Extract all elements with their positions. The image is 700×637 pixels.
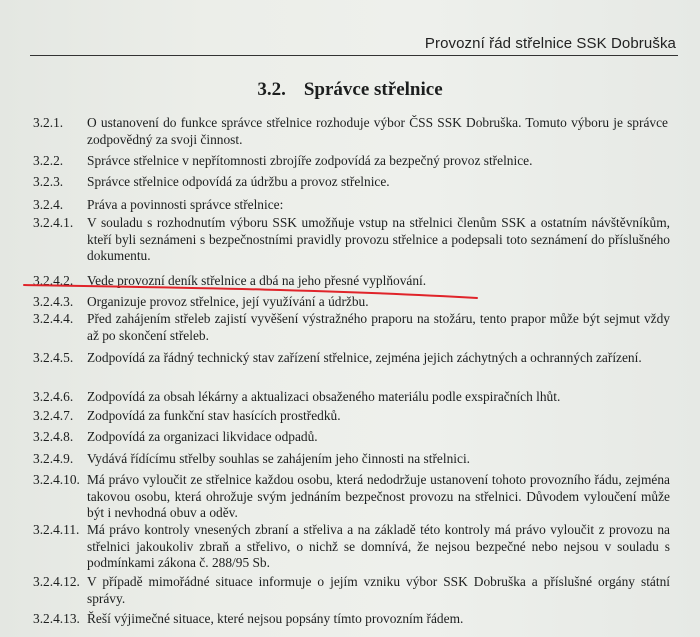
item-text: Správce střelnice odpovídá za údržbu a provoz střelnice. xyxy=(87,174,390,189)
item-number: 3.2.2. xyxy=(33,153,64,168)
item-text: Vydává řídícímu střelby souhlas se zahájením jeho činnosti na střelnici. xyxy=(87,451,471,466)
item-number: 3.2.4.10. xyxy=(33,472,80,487)
item-text: V případě mimořádné situace informuje o jejím vzniku výbor SSK Dobruška a příslušné orgány státní správy. xyxy=(87,574,670,606)
item-text: Práva a povinnosti správce střelnice: xyxy=(87,197,284,212)
item-number: 3.2.4.13. xyxy=(33,611,80,626)
item-number: 3.2.4.3. xyxy=(33,294,74,309)
section-heading xyxy=(0,79,700,101)
item-number: 3.2.4. xyxy=(33,197,64,212)
item-number: 3.2.4.8. xyxy=(33,429,74,444)
item-text: Správce střelnice v nepřítomnosti zbrojíře zodpovídá za bezpečný provoz střelnice. xyxy=(87,153,533,168)
item-text: Zodpovídá za obsah lékárny a aktualizaci obsaženého materiálu podle exspiračních lhůt. xyxy=(87,389,561,404)
item-text: O ustanovení do funkce správce střelnice rozhoduje výbor ČSS SSK Dobruška. Tomuto výboru je správce zodpovědný za svoji činnost. xyxy=(87,115,668,147)
item-number: 3.2.4.12. xyxy=(33,574,80,589)
item-text: V souladu s rozhodnutím výboru SSK umožňuje vstup na střelnici členům SSK a ostatním návštěvníkům, kteří byli seznámeni s bezpečnostními pravidly provozu střelnice a podepsali toto seznámení do příslušného dokumentu. xyxy=(87,215,670,263)
section-number: 3.2. xyxy=(257,79,286,100)
header-rule xyxy=(30,55,678,56)
item-number: 3.2.4.4. xyxy=(33,311,74,326)
item-text: Zodpovídá za řádný technický stav zařízení střelnice, zejména jejich záchytných a ochranných zařízení. xyxy=(87,350,642,365)
item-text: Má právo kontroly vnesených zbraní a střeliva a na základě této kontroly má právo vyloučit z provozu na střelnici jakoukoliv zbraň a střelivo, o nichž se domnívá, že nejsou bezpečné nebo nejsou v souladu s podmínkami zákona č. 288/95 Sb. xyxy=(87,522,670,570)
item-text: Zodpovídá za funkční stav hasících prostředků. xyxy=(87,408,341,423)
item-number: 3.2.3. xyxy=(33,174,64,189)
item-number: 3.2.4.6. xyxy=(33,389,74,404)
item-number: 3.2.4.5. xyxy=(33,350,74,365)
running-header: Provozní řád střelnice SSK Dobruška xyxy=(424,35,676,52)
item-number: 3.2.4.1. xyxy=(33,215,74,230)
item-text: Před zahájením střeleb zajistí vyvěšení výstražného praporu na stožáru, tento prapor může být sejmut vždy až po skončení střeleb. xyxy=(87,311,670,343)
item-number: 3.2.4.11. xyxy=(33,522,80,537)
item-text: Vede provozní deník střelnice a dbá na jeho přesné vyplňování. xyxy=(87,273,427,288)
item-text: Má právo vyloučit ze střelnice každou osobu, která nedodržuje ustanovení tohoto provozního řádu, zejména takovou osobu, která ohrožuje svým jednáním bezpečnost provozu na střelnici. Důvodem vyloučení může být i nevhodná obuv a oděv. xyxy=(87,472,670,520)
section-title: Správce střelnice xyxy=(303,79,443,100)
item-text: Řeší výjimečné situace, které nejsou popsány tímto provozním řádem. xyxy=(87,611,464,626)
item-text: Organizuje provoz střelnice, její využívání a údržbu. xyxy=(87,294,369,309)
item-number: 3.2.4.2. xyxy=(33,273,74,288)
item-number: 3.2.1. xyxy=(33,115,64,130)
item-number: 3.2.4.7. xyxy=(33,408,74,423)
item-number: 3.2.4.9. xyxy=(33,451,74,466)
item-text: Zodpovídá za organizaci likvidace odpadů. xyxy=(87,429,318,444)
